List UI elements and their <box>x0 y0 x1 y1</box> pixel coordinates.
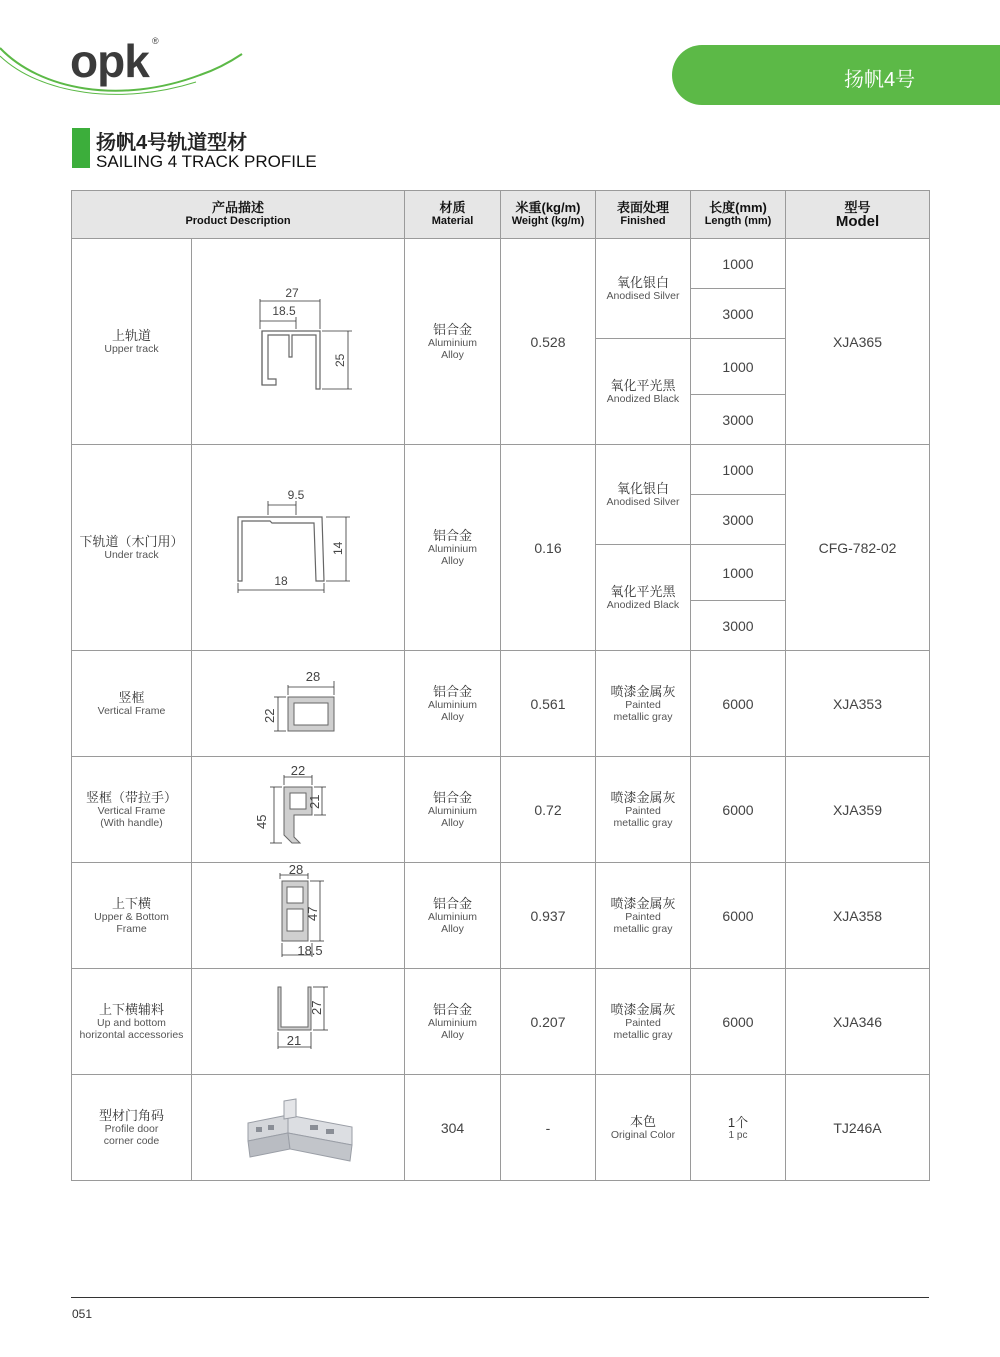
desc-en2: corner code <box>103 1135 160 1147</box>
table-row <box>72 1075 930 1181</box>
finish-en2: metallic gray <box>613 711 673 723</box>
length-cell: 1000 <box>691 239 786 289</box>
vertical-frame-handle-profile-icon <box>192 757 405 857</box>
header-desc-cn: 产品描述 <box>211 200 264 215</box>
dim-25: 25 <box>333 353 347 367</box>
finish-gray <box>596 757 691 863</box>
series-tab-label: 扬帆4号 <box>844 69 916 91</box>
weight-vertical-frame-handle: 0.72 <box>501 757 596 863</box>
header-description <box>72 191 405 239</box>
dim-18-5: 18.5 <box>297 943 323 958</box>
table-row <box>72 445 930 495</box>
material-cell <box>405 863 501 969</box>
finish-black <box>596 339 691 445</box>
header-length <box>691 191 786 239</box>
header-weight-cn: 米重(kg/m) <box>515 200 581 215</box>
material-en2: Alloy <box>441 1029 464 1041</box>
material-cell <box>405 445 501 651</box>
material-en1: Aluminium <box>427 805 477 817</box>
vertical-frame-profile-icon <box>192 651 405 751</box>
dim-47: 47 <box>305 906 320 921</box>
desc-en1: Vertical Frame <box>97 805 166 817</box>
length-cell: 3000 <box>691 395 786 445</box>
finish-en: Anodized Black <box>606 599 680 611</box>
model-horizontal-accessories: XJA346 <box>786 969 930 1075</box>
material-en1: Aluminium <box>427 911 477 923</box>
header-finished <box>596 191 691 239</box>
table-row <box>72 757 930 863</box>
material-en1: Aluminium <box>427 1017 477 1029</box>
finish-en1: Painted <box>625 1017 661 1029</box>
material-cell <box>405 757 501 863</box>
table-header-row <box>72 191 930 239</box>
model-upper-bottom-frame: XJA358 <box>786 863 930 969</box>
finish-original <box>596 1075 691 1181</box>
page-title-en: SAILING 4 TRACK PROFILE <box>96 152 317 171</box>
desc-en2: horizontal accessories <box>79 1029 184 1041</box>
header-desc-en: Product Description <box>185 215 291 227</box>
desc-en: Vertical Frame <box>97 705 166 717</box>
dim-18: 18 <box>274 574 288 588</box>
series-tab <box>672 45 1000 105</box>
finish-cn: 喷漆金属灰 <box>610 790 676 805</box>
material-cn: 铝合金 <box>432 684 472 699</box>
material-en1: Aluminium <box>427 337 477 349</box>
desc-en1: Profile door <box>104 1123 159 1135</box>
length-cell: 6000 <box>691 651 786 757</box>
table-row <box>72 651 930 757</box>
material-corner-code: 304 <box>405 1075 501 1181</box>
dim-18-5: 18.5 <box>272 304 296 318</box>
header-len-cn: 长度(mm) <box>709 200 767 215</box>
finish-black <box>596 545 691 651</box>
finish-en: Anodized Black <box>606 393 680 405</box>
finish-en: Original Color <box>610 1129 676 1141</box>
desc-cn: 上下横辅料 <box>98 1002 164 1017</box>
model-upper-track: XJA365 <box>786 239 930 445</box>
finish-gray <box>596 863 691 969</box>
profile-drawing-upper-track <box>192 239 405 445</box>
desc-corner-code <box>72 1075 192 1181</box>
table-row <box>72 863 930 969</box>
weight-lower-track: 0.16 <box>501 445 596 651</box>
length-cell: 1000 <box>691 545 786 601</box>
finish-gray <box>596 651 691 757</box>
header-model-en: Model <box>835 212 880 230</box>
header-len-en: Length (mm) <box>704 215 772 227</box>
desc-cn: 竖框（带拉手） <box>85 790 177 805</box>
length-cell: 3000 <box>691 601 786 651</box>
dim-9-5: 9.5 <box>287 488 305 502</box>
profile-drawing-vertical-frame <box>192 651 405 757</box>
length-pc-en: 1 pc <box>728 1129 748 1141</box>
length-cell: 1000 <box>691 339 786 395</box>
length-corner-code <box>691 1075 786 1181</box>
finish-silver <box>596 239 691 339</box>
desc-en2: (With handle) <box>100 817 163 829</box>
desc-horizontal-accessories <box>72 969 192 1075</box>
material-cn: 铝合金 <box>432 790 472 805</box>
lower-track-profile-icon <box>192 445 405 645</box>
logo-registered-mark: ® <box>152 36 159 46</box>
dim-27: 27 <box>309 1000 324 1015</box>
table-row <box>72 239 930 289</box>
desc-cn: 上下横 <box>111 896 151 911</box>
title-accent-bar <box>72 128 90 168</box>
length-cell: 6000 <box>691 969 786 1075</box>
finish-cn: 喷漆金属灰 <box>610 896 676 911</box>
desc-en1: Upper & Bottom <box>94 911 169 923</box>
material-en1: Aluminium <box>427 543 477 555</box>
weight-upper-track: 0.528 <box>501 239 596 445</box>
material-en2: Alloy <box>441 923 464 935</box>
finish-silver <box>596 445 691 545</box>
finish-en2: metallic gray <box>613 923 673 935</box>
desc-vertical-frame-handle <box>72 757 192 863</box>
length-cell: 6000 <box>691 863 786 969</box>
dim-22: 22 <box>290 763 306 778</box>
material-cell <box>405 239 501 445</box>
weight-vertical-frame: 0.561 <box>501 651 596 757</box>
desc-cn: 型材门角码 <box>98 1108 164 1123</box>
desc-lower-track <box>72 445 192 651</box>
desc-upper-bottom-frame <box>72 863 192 969</box>
finish-en1: Painted <box>625 911 661 923</box>
material-cn: 铝合金 <box>432 528 472 543</box>
finish-cn: 喷漆金属灰 <box>610 1002 676 1017</box>
header-material <box>405 191 501 239</box>
product-image-corner-code <box>192 1075 405 1181</box>
upper-bottom-frame-profile-icon <box>192 863 405 963</box>
weight-upper-bottom-frame: 0.937 <box>501 863 596 969</box>
profile-drawing-vertical-frame-handle <box>192 757 405 863</box>
upper-track-profile-icon <box>192 239 405 439</box>
header-mat-cn: 材质 <box>439 200 466 215</box>
desc-cn: 竖框 <box>118 690 145 705</box>
header-weight-en: Weight (kg/m) <box>511 215 585 227</box>
dim-14: 14 <box>331 541 345 555</box>
finish-gray <box>596 969 691 1075</box>
dim-21: 21 <box>307 794 322 809</box>
footer-divider <box>71 1297 929 1298</box>
desc-en: Upper track <box>104 343 159 355</box>
dim-45: 45 <box>254 814 269 829</box>
length-cell: 3000 <box>691 495 786 545</box>
length-cell: 3000 <box>691 289 786 339</box>
profile-table <box>71 190 930 1181</box>
page-title-cn: 扬帆4号轨道型材 <box>96 132 248 154</box>
finish-en2: metallic gray <box>613 1029 673 1041</box>
finish-cn: 本色 <box>629 1114 656 1129</box>
material-en2: Alloy <box>441 555 464 567</box>
profile-drawing-lower-track <box>192 445 405 651</box>
logo-text: opk <box>70 35 149 87</box>
length-cell: 1000 <box>691 445 786 495</box>
model-vertical-frame: XJA353 <box>786 651 930 757</box>
corner-code-image-icon <box>192 1075 405 1175</box>
desc-en: Under track <box>104 549 159 561</box>
page-number: 051 <box>72 1307 93 1321</box>
table-row <box>72 969 930 1075</box>
desc-upper-track <box>72 239 192 445</box>
finish-en1: Painted <box>625 805 661 817</box>
material-en1: Aluminium <box>427 699 477 711</box>
dim-21: 21 <box>286 1033 302 1048</box>
header-fin-cn: 表面处理 <box>616 200 669 215</box>
finish-cn: 氧化银白 <box>616 481 669 496</box>
dim-28: 28 <box>288 863 304 877</box>
material-cn: 铝合金 <box>432 896 472 911</box>
header-model <box>786 191 930 239</box>
dim-22: 22 <box>262 708 277 723</box>
header-weight <box>501 191 596 239</box>
finish-en: Anodised Silver <box>606 290 680 302</box>
dim-28: 28 <box>305 669 321 684</box>
profile-drawing-upper-bottom-frame <box>192 863 405 969</box>
model-lower-track: CFG-782-02 <box>786 445 930 651</box>
finish-cn: 氧化平光黑 <box>610 378 676 393</box>
desc-cn: 下轨道（木门用） <box>79 534 184 549</box>
material-cell <box>405 969 501 1075</box>
material-en2: Alloy <box>441 817 464 829</box>
desc-cn: 上轨道 <box>111 328 151 343</box>
desc-vertical-frame <box>72 651 192 757</box>
dim-27: 27 <box>285 286 299 300</box>
finish-cn: 氧化平光黑 <box>610 584 676 599</box>
material-cell <box>405 651 501 757</box>
finish-en1: Painted <box>625 699 661 711</box>
profile-drawing-horizontal-accessories <box>192 969 405 1075</box>
material-en2: Alloy <box>441 711 464 723</box>
header-fin-en: Finished <box>620 215 666 227</box>
length-pc-cn: 1个 <box>727 1114 749 1130</box>
horizontal-accessories-profile-icon <box>192 969 405 1069</box>
finish-cn: 氧化银白 <box>616 275 669 290</box>
model-vertical-frame-handle: XJA359 <box>786 757 930 863</box>
weight-horizontal-accessories: 0.207 <box>501 969 596 1075</box>
desc-en2: Frame <box>116 923 147 935</box>
weight-corner-code: - <box>501 1075 596 1181</box>
model-corner-code: TJ246A <box>786 1075 930 1181</box>
header-mat-en: Material <box>431 215 474 227</box>
finish-cn: 喷漆金属灰 <box>610 684 676 699</box>
header-model-cn: 型号 <box>844 199 871 215</box>
finish-en: Anodised Silver <box>606 496 680 508</box>
material-en2: Alloy <box>441 349 464 361</box>
finish-en2: metallic gray <box>613 817 673 829</box>
length-cell: 6000 <box>691 757 786 863</box>
desc-en1: Up and bottom <box>97 1017 166 1029</box>
material-cn: 铝合金 <box>432 1002 472 1017</box>
material-cn: 铝合金 <box>432 322 472 337</box>
